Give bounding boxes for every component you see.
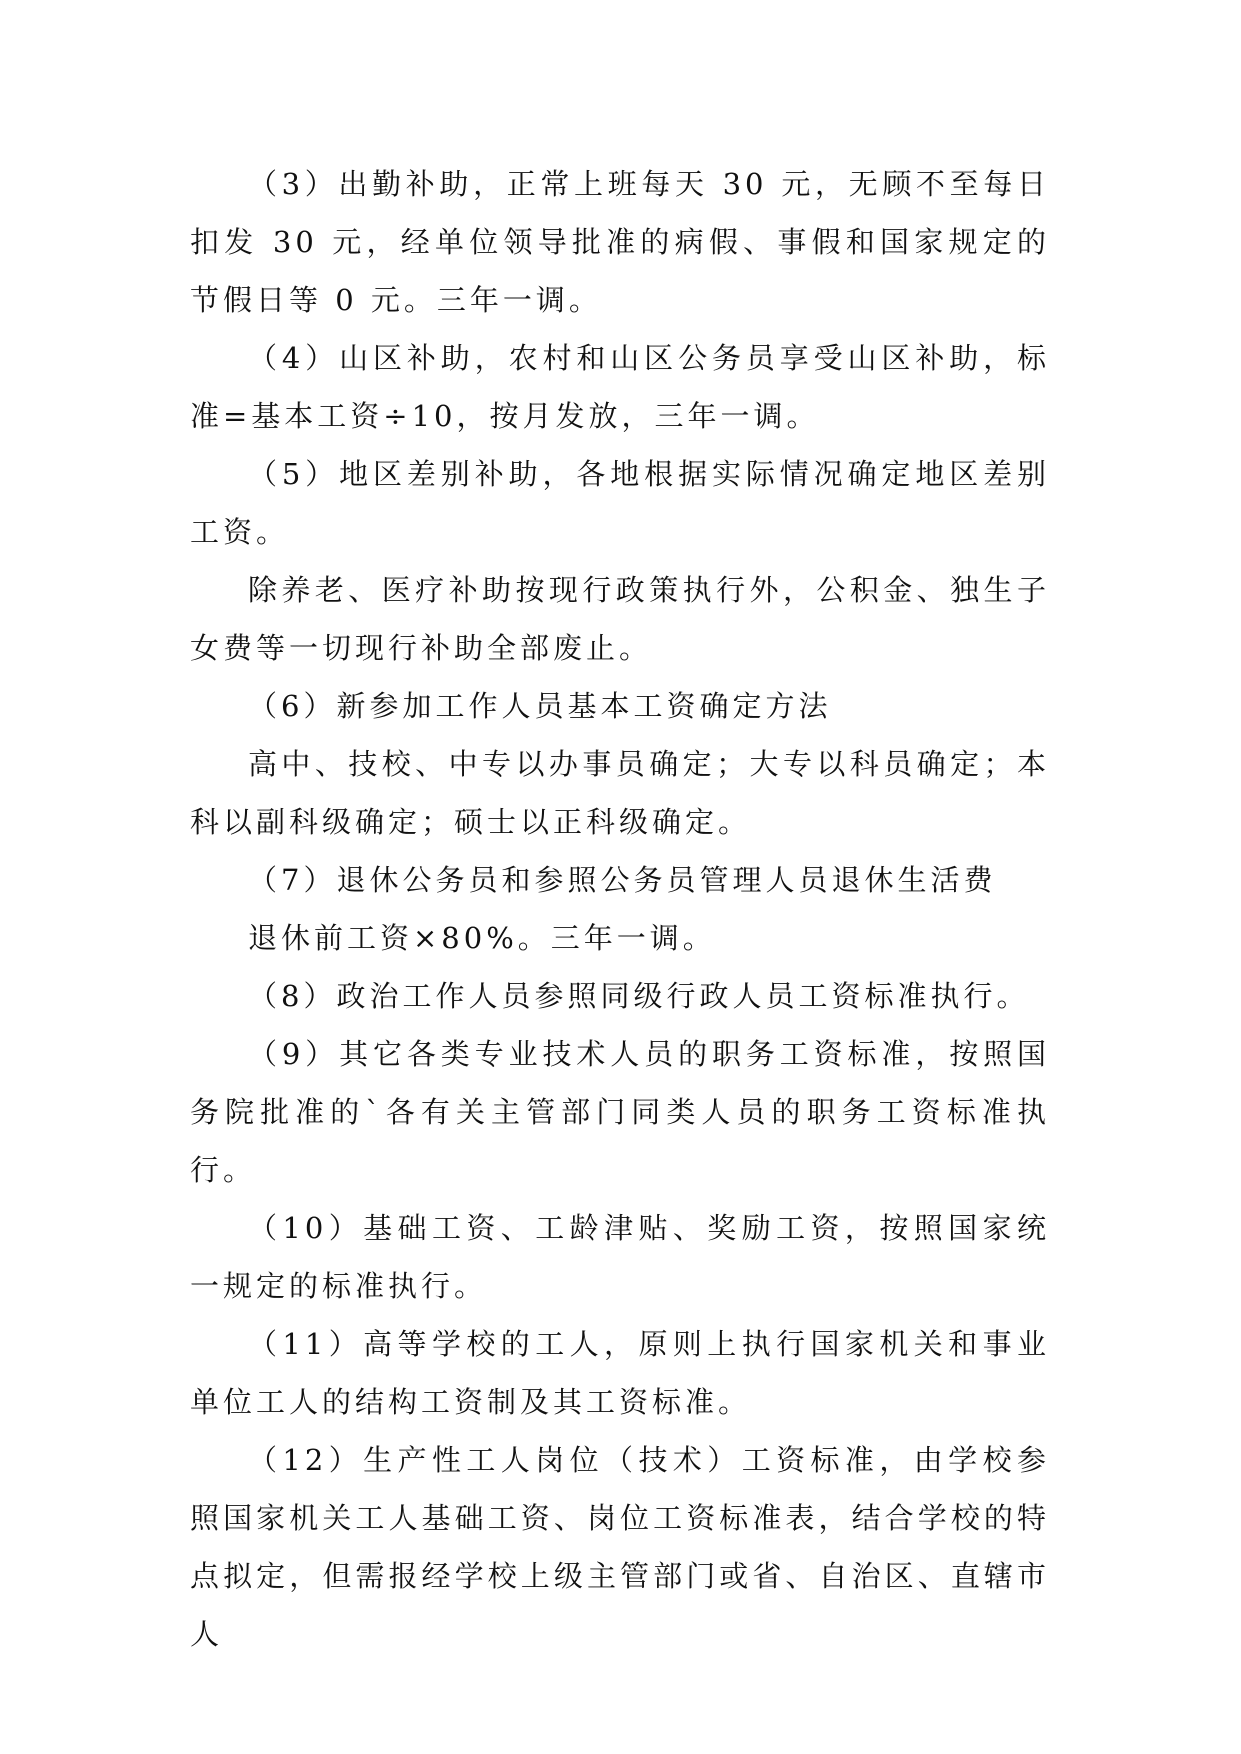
paragraph-new-staff-salary-heading: （6）新参加工作人员基本工资确定方法 <box>248 689 832 723</box>
paragraph-retirement-rule: 退休前工资×80%。三年一调。 <box>248 921 716 955</box>
paragraph-abolished-allowances: 除养老、医疗补助按现行政策执行外，公积金、独生子女费等一切现行补助全部废止。 <box>190 573 1050 665</box>
paragraph-production-workers: （12）生产性工人岗位（技术）工资标准，由学校参照国家机关工人基础工资、岗位工资标准表，结合学校的特点拟定，但需报经学校上级主管部门或省、自治区、直辖市人 <box>190 1443 1050 1651</box>
paragraph-university-workers: （11）高等学校的工人，原则上执行国家机关和事业单位工人的结构工资制及其工资标准。 <box>190 1327 1050 1419</box>
paragraph-political-staff: （8）政治工作人员参照同级行政人员工资标准执行。 <box>248 979 1030 1013</box>
paragraph-new-staff-salary-levels: 高中、技校、中专以办事员确定；大专以科员确定；本科以副科级确定；硕士以正科级确定。 <box>190 747 1050 839</box>
paragraph-mountain-area-allowance: （4）山区补助，农村和山区公务员享受山区补助，标准=基本工资÷10，按月发放，三年一调。 <box>190 341 1050 433</box>
paragraph-professional-staff: （9）其它各类专业技术人员的职务工资标准，按照国务院批准的`各有关主管部门同类人员的职务工资标准执行。 <box>190 1037 1050 1187</box>
paragraph-basic-salary: （10）基础工资、工龄津贴、奖励工资，按照国家统一规定的标准执行。 <box>190 1211 1050 1303</box>
paragraph-regional-difference-allowance: （5）地区差别补助，各地根据实际情况确定地区差别工资。 <box>190 457 1050 549</box>
document-body <box>190 155 1050 1663</box>
paragraph-attendance-allowance: （3）出勤补助，正常上班每天 30 元，无顾不至每日扣发 30 元，经单位领导批准的病假、事假和国家规定的节假日等 0 元。三年一调。 <box>190 167 1050 317</box>
paragraph-retirement-heading: （7）退休公务员和参照公务员管理人员退休生活费 <box>248 863 997 897</box>
